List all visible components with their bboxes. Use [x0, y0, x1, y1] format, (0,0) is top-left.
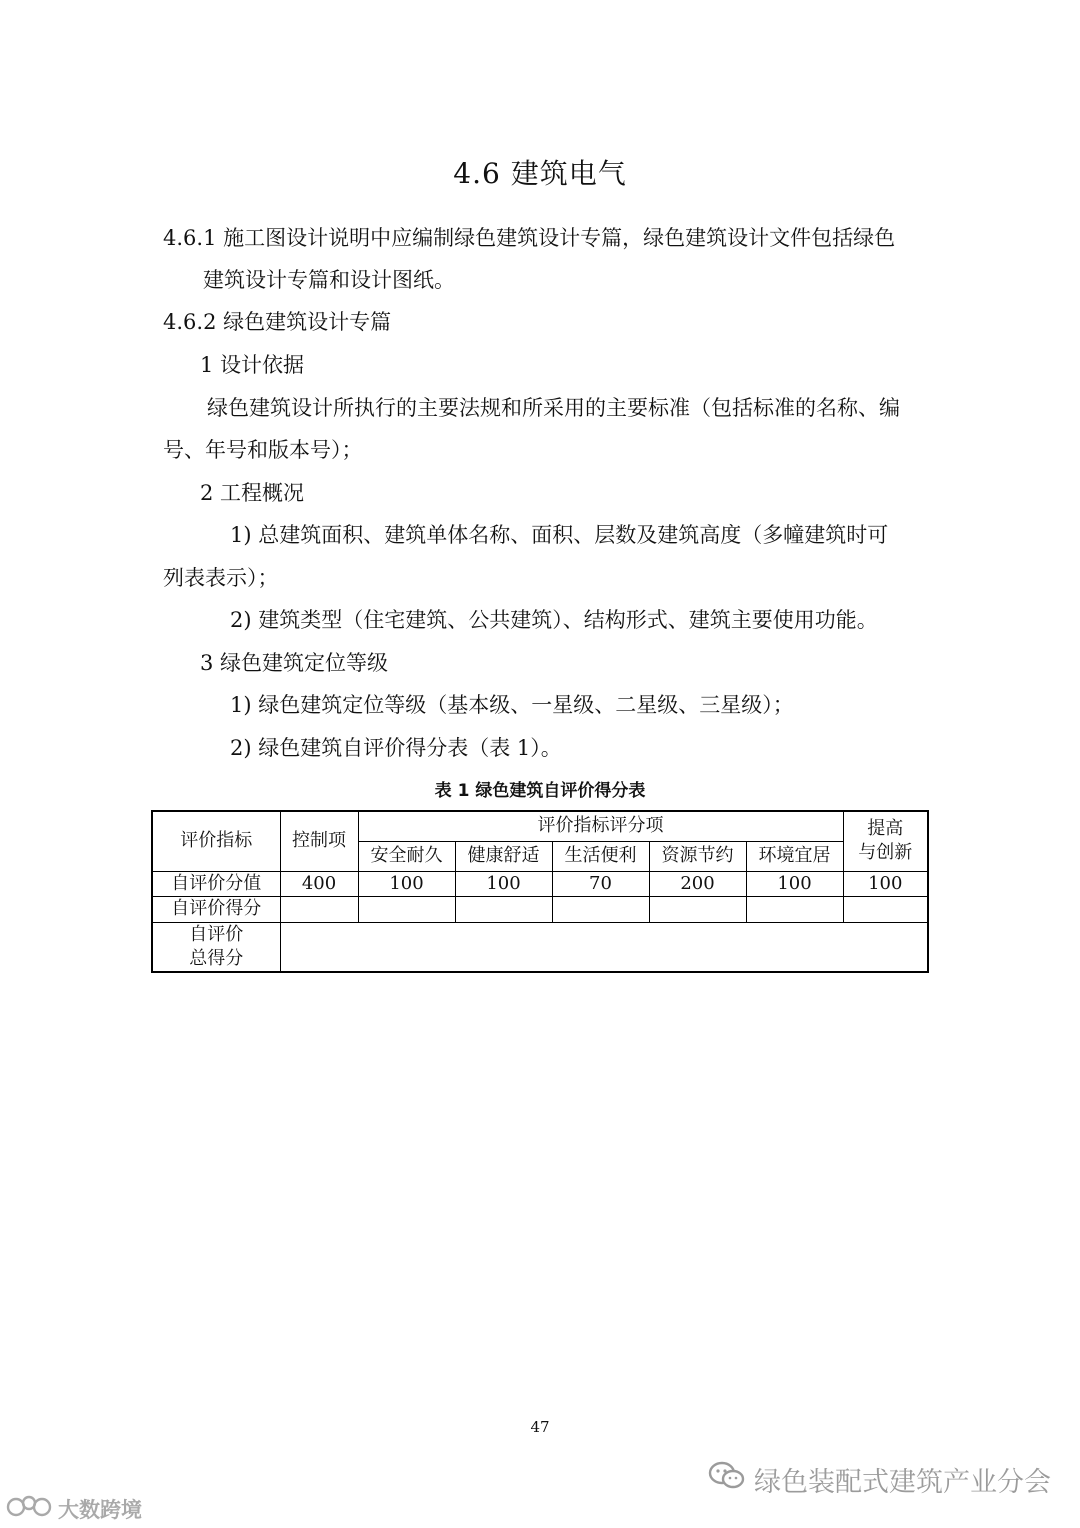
empty-cell: [746, 896, 843, 922]
header-improvement-line2: 与创新: [858, 842, 913, 864]
score-value-health: 100: [455, 871, 552, 896]
empty-cell: [552, 896, 649, 922]
overview-point-2: 2) 建筑类型（住宅建筑、公共建筑）、结构形式、建筑主要使用功能。: [230, 608, 878, 632]
score-value-safety: 100: [358, 871, 455, 896]
empty-cell: [649, 896, 746, 922]
watermark-wechat: [708, 1460, 1051, 1499]
design-basis-text: 绿色建筑设计所执行的主要法规和所采用的主要标准（包括标准的名称、编: [207, 396, 900, 420]
table-row-total: [152, 922, 928, 972]
watermark-left-text: 大数跨境: [58, 1497, 142, 1522]
score-value-improvement: 100: [843, 871, 928, 896]
header-safety: 安全耐久: [358, 841, 455, 871]
paragraph-4-6-1-cont: 建筑设计专篇和设计图纸。: [203, 268, 455, 292]
header-indicator: 评价指标: [152, 811, 280, 871]
wechat-icon: [708, 1461, 746, 1498]
row-label-score-value: 自评价分值: [152, 871, 280, 896]
empty-cell: [843, 896, 928, 922]
empty-cell: [280, 896, 358, 922]
item-design-basis: 1 设计依据: [200, 353, 305, 377]
watermark-right-text: 绿色装配式建筑产业分会: [754, 1467, 1051, 1498]
overview-point-1: 1) 总建筑面积、建筑单体名称、面积、层数及建筑高度（多幢建筑时可: [230, 523, 889, 547]
logo-icon: [6, 1493, 54, 1524]
section-title: 4.6 建筑电气: [453, 157, 627, 190]
overview-point-1-cont: 列表表示）；: [163, 566, 279, 590]
header-environment: 环境宜居: [746, 841, 843, 871]
score-value-environment: 100: [746, 871, 843, 896]
score-value-control: 400: [280, 871, 358, 896]
item-project-overview: 2 工程概况: [200, 481, 305, 505]
table-row-score-obtained: [152, 896, 928, 922]
page-number: 47: [530, 1418, 550, 1436]
row-label-total: [152, 922, 280, 972]
header-score-items: 评价指标评分项: [358, 811, 843, 841]
item-green-rating: 3 绿色建筑定位等级: [200, 651, 389, 675]
header-convenience: 生活便利: [552, 841, 649, 871]
total-score-cell: [280, 922, 928, 972]
score-value-resources: 200: [649, 871, 746, 896]
table-caption: 表 1 绿色建筑自评价得分表: [434, 781, 646, 801]
rating-point-2: 2) 绿色建筑自评价得分表（表 1）。: [230, 736, 562, 760]
header-control: 控制项: [280, 811, 358, 871]
header-health: 健康舒适: [455, 841, 552, 871]
empty-cell: [358, 896, 455, 922]
row-label-total-line1: 自评价: [189, 923, 244, 945]
rating-point-1: 1) 绿色建筑定位等级（基本级、一星级、二星级、三星级）；: [230, 693, 794, 717]
empty-cell: [455, 896, 552, 922]
header-improvement-line1: 提高: [867, 818, 904, 840]
table-row-score-value: [152, 871, 928, 896]
row-label-score-obtained: 自评价得分: [152, 896, 280, 922]
paragraph-4-6-2: 4.6.2 绿色建筑设计专篇: [163, 310, 392, 334]
design-basis-text-cont: 号、年号和版本号）；: [163, 438, 363, 462]
row-label-total-line2: 总得分: [189, 947, 244, 969]
watermark-logo: [6, 1493, 142, 1524]
header-resources: 资源节约: [649, 841, 746, 871]
score-value-convenience: 70: [552, 871, 649, 896]
self-evaluation-table: [151, 810, 929, 973]
header-improvement: [843, 811, 928, 871]
paragraph-4-6-1: 4.6.1 施工图设计说明中应编制绿色建筑设计专篇，绿色建筑设计文件包括绿色: [163, 226, 896, 250]
